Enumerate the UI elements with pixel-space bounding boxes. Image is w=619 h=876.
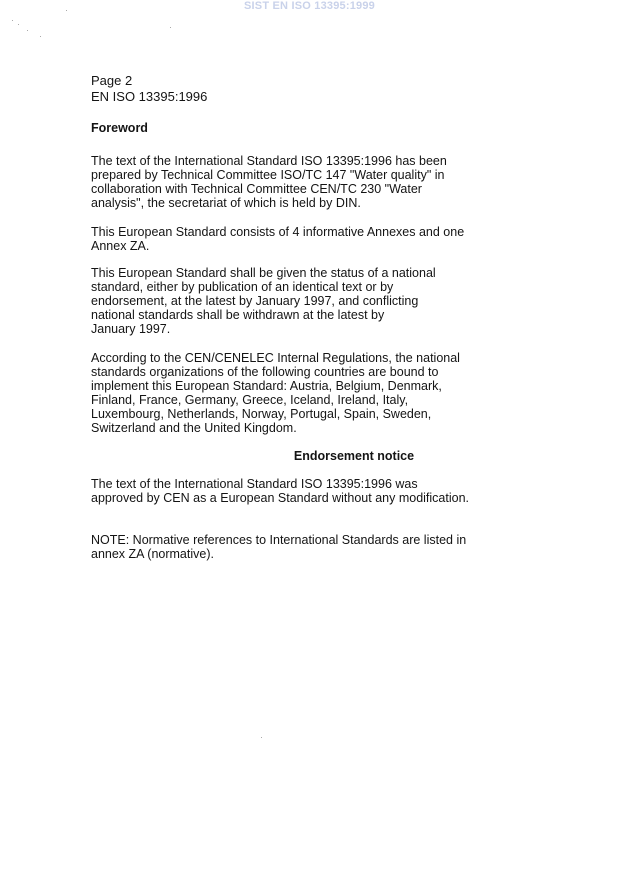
endorsement-paragraph (91, 477, 469, 505)
text-line: national standards shall be withdrawn at the latest by (91, 308, 385, 322)
text-line: analysis", the secretariat of which is held by DIN. (91, 196, 361, 210)
text-line: endorsement, at the latest by January 1997, and conflicting (91, 294, 419, 308)
text-line: Switzerland and the United Kingdom. (91, 421, 297, 435)
text-line: Annex ZA. (91, 239, 150, 253)
text-line: January 1997. (91, 322, 171, 336)
text-line: annex ZA (normative). (91, 547, 214, 561)
text-line: The text of the International Standard ISO 13395:1996 was (91, 477, 418, 491)
text-line: Luxembourg, Netherlands, Norway, Portugal, Spain, Sweden, (91, 407, 432, 421)
text-line: prepared by Technical Committee ISO/TC 147 "Water quality" in (91, 168, 445, 182)
scan-speck (40, 36, 41, 37)
watermark: SIST EN ISO 13395:1999 (244, 0, 375, 12)
text-line: implement this European Standard: Austria, Belgium, Denmark, (91, 379, 442, 393)
document-id: EN ISO 13395:1996 (91, 89, 208, 104)
scan-speck (170, 27, 171, 28)
text-line: standard, either by publication of an identical text or by (91, 280, 394, 294)
foreword-paragraph-3 (91, 266, 436, 336)
foreword-paragraph-2 (91, 225, 464, 253)
foreword-paragraph-4 (91, 351, 460, 435)
text-line: Finland, France, Germany, Greece, Iceland, Ireland, Italy, (91, 393, 409, 407)
endorsement-heading: Endorsement notice (293, 449, 415, 463)
scan-speck (66, 10, 67, 11)
foreword-heading: Foreword (91, 121, 148, 135)
text-line: collaboration with Technical Committee CEN/TC 230 "Water (91, 182, 422, 196)
text-line: NOTE: Normative references to International Standards are listed in (91, 533, 467, 547)
text-line: According to the CEN/CENELEC Internal Regulations, the national (91, 351, 460, 365)
text-line: This European Standard consists of 4 informative Annexes and one (91, 225, 465, 239)
scan-speck (18, 24, 19, 25)
page-number: Page 2 (91, 73, 133, 88)
scan-speck (27, 30, 28, 31)
scan-speck (261, 737, 262, 738)
scan-speck (12, 20, 13, 21)
note-paragraph (91, 533, 466, 561)
foreword-paragraph-1 (91, 154, 447, 210)
text-line: The text of the International Standard ISO 13395:1996 has been (91, 154, 447, 168)
text-line: approved by CEN as a European Standard without any modification. (91, 491, 470, 505)
text-line: This European Standard shall be given the status of a national (91, 266, 436, 280)
text-line: standards organizations of the following countries are bound to (91, 365, 439, 379)
